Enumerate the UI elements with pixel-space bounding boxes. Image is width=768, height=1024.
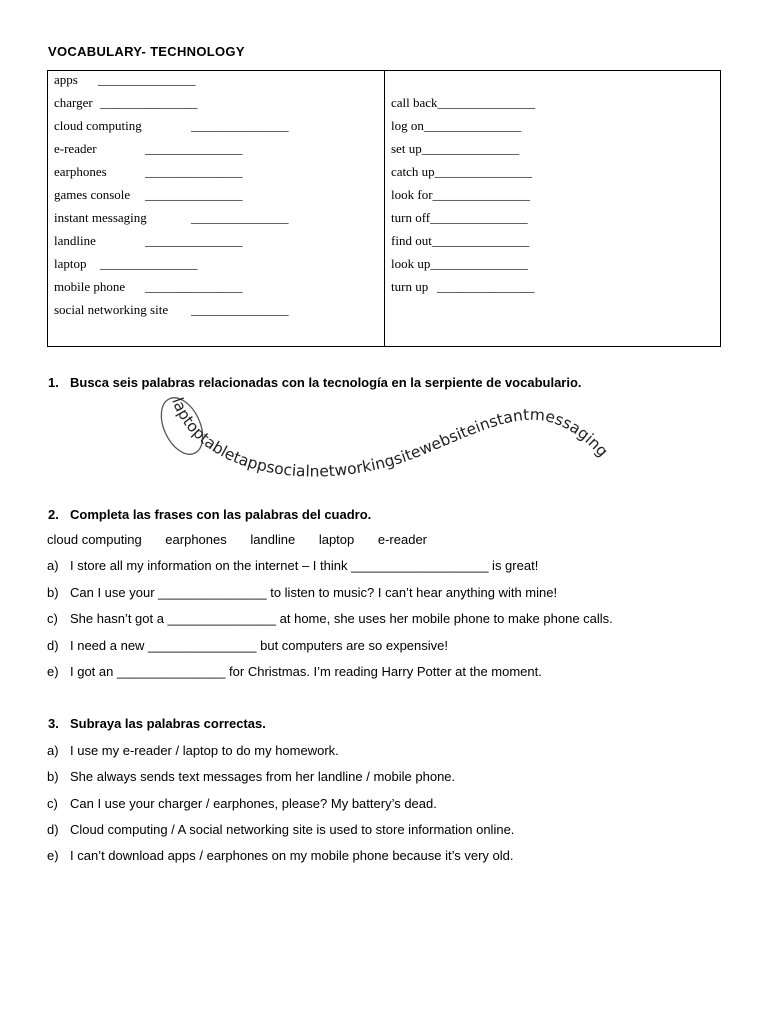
- vocab-item: instant messaging _______________: [54, 210, 289, 225]
- vocabulary-divider: [384, 71, 385, 346]
- q2-item: c) She hasn’t got a _______________ at home, she uses her mobile phone to make phone calls.: [47, 611, 613, 626]
- vocab-item: turn off_______________: [391, 210, 528, 225]
- word-bank: [47, 532, 447, 547]
- vocab-item: e-reader _______________: [54, 141, 243, 156]
- vocab-item: apps _______________: [54, 72, 196, 87]
- q2-item: a) I store all my information on the internet – I think ___________________ is great!: [47, 558, 539, 573]
- question-3-heading: 3. Subraya las palabras correctas.: [48, 716, 266, 731]
- q3-item: c) Can I use your charger / earphones, please? My battery’s dead.: [47, 796, 437, 811]
- q2-item: e) I got an _______________ for Christmas. I’m reading Harry Potter at the moment.: [47, 664, 542, 679]
- word-bank-item: laptop: [318, 532, 355, 547]
- word-bank-item: landline: [250, 532, 296, 547]
- q3-item: d) Cloud computing / A social networking site is used to store information online.: [47, 822, 515, 837]
- question-2-heading: 2. Completa las frases con las palabras del cuadro.: [48, 507, 372, 522]
- q3-item: e) I can’t download apps / earphones on my mobile phone because it’s very old.: [47, 848, 514, 863]
- vocab-item: social networking site _______________: [54, 302, 289, 317]
- vocabulary-box: [47, 70, 721, 347]
- vocab-item: turn up _______________: [391, 279, 535, 294]
- vocab-item: look for_______________: [391, 187, 531, 202]
- vocab-item: laptop _______________: [54, 256, 198, 271]
- q3-item: a) I use my e-reader / laptop to do my homework.: [47, 743, 339, 758]
- q2-item: b) Can I use your _______________ to listen to music? I can’t hear anything with mine!: [47, 585, 558, 600]
- vocab-item: earphones _______________: [54, 164, 243, 179]
- snake-text: laptoptabletappsocialnetworkingsitewebsiteinstantmessaging: [168, 395, 612, 481]
- word-bank-item: e-reader: [377, 532, 428, 547]
- vocab-item: set up_______________: [391, 141, 520, 156]
- vocab-item: cloud computing _______________: [54, 118, 289, 133]
- vocab-item: landline _______________: [54, 233, 243, 248]
- q3-item: b) She always sends text messages from her landline / mobile phone.: [47, 769, 456, 784]
- worksheet-title: VOCABULARY- TECHNOLOGY: [48, 44, 245, 59]
- vocab-item: find out_______________: [391, 233, 530, 248]
- vocab-item: call back_______________: [391, 95, 536, 110]
- question-1-heading: 1. Busca seis palabras relacionadas con la tecnología en la serpiente de vocabulario.: [48, 375, 582, 390]
- vocab-item: games console _______________: [54, 187, 243, 202]
- vocab-item: look up_______________: [391, 256, 528, 271]
- vocab-item: mobile phone _______________: [54, 279, 243, 294]
- q2-item: d) I need a new _______________ but computers are so expensive!: [47, 638, 448, 653]
- vocabulary-snake: [150, 388, 630, 498]
- vocab-item: log on_______________: [391, 118, 522, 133]
- vocab-item: catch up_______________: [391, 164, 533, 179]
- word-bank-item: earphones: [165, 532, 227, 547]
- vocab-item: charger _______________: [54, 95, 198, 110]
- word-bank-item: cloud computing: [47, 532, 142, 547]
